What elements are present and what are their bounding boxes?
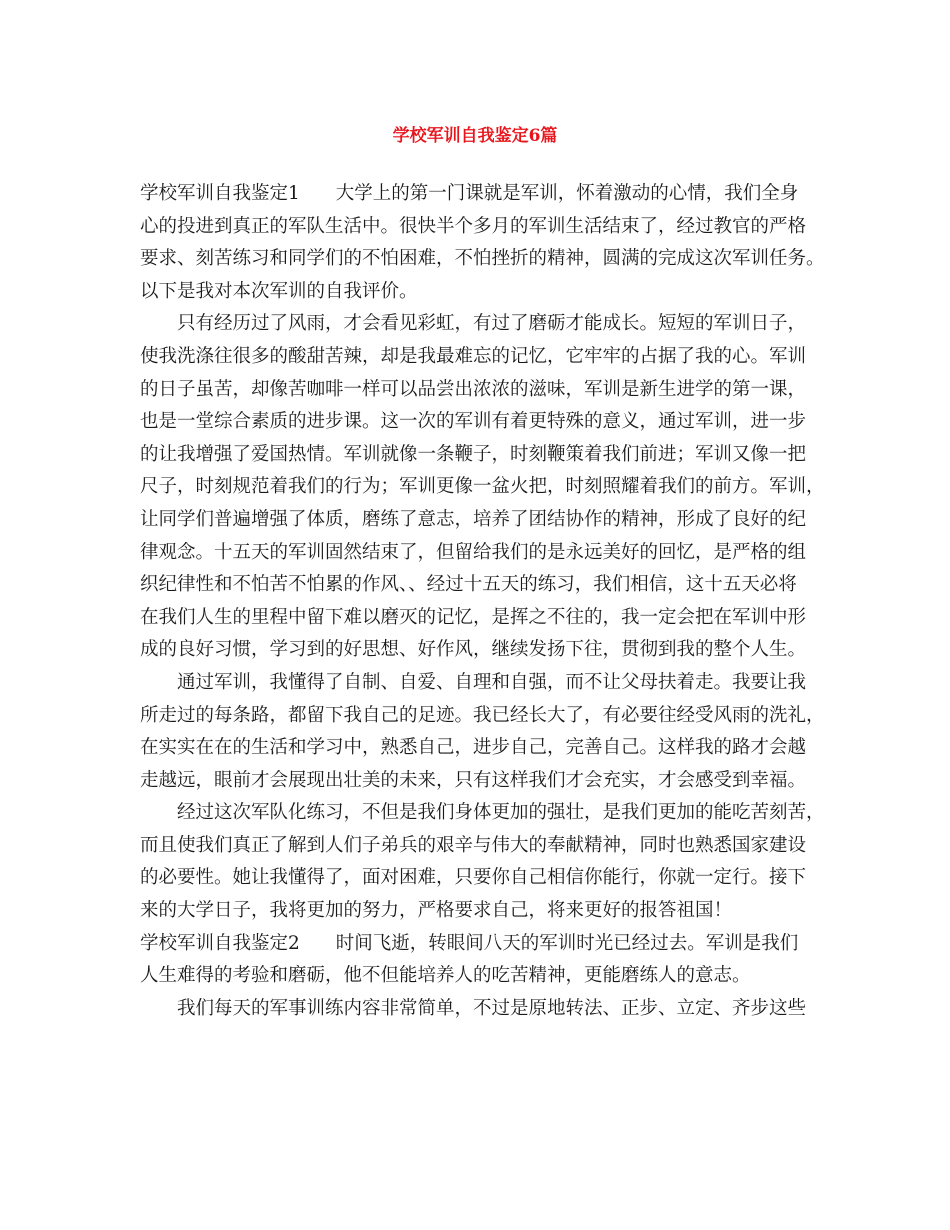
text-line-continuation: 大学上的第一门课就是军训，怀着激动的心情，我们全身 bbox=[335, 183, 799, 204]
text-line bbox=[140, 700, 825, 733]
text-line bbox=[140, 276, 812, 309]
text-line-continuation: 时间飞逝，转眼间八天的军训时光已经过去。军训是我们 bbox=[335, 932, 799, 954]
text-line-content: 人生难得的考验和磨砺，他不但能培养人的吃苦精神，更能磨练人的意志。 bbox=[140, 965, 751, 987]
text-line bbox=[140, 406, 812, 439]
text-line bbox=[140, 602, 812, 635]
text-line-content: 的日子虽苦，却像苦咖啡一样可以品尝出浓浓的滋味，军训是新生进学的第一课， bbox=[140, 378, 807, 400]
text-line bbox=[140, 308, 812, 341]
text-line bbox=[140, 569, 812, 602]
text-line bbox=[140, 895, 812, 928]
text-line-content: 学校军训自我鉴定1 bbox=[140, 183, 300, 204]
text-line-content: 成的良好习惯，学习到的好思想、好作风，继续发扬下往，贯彻到我的整个人生。 bbox=[140, 639, 807, 661]
text-line-content: 要求、刻苦练习和同学们的不怕困难，不怕挫折的精神，圆满的完成这次军训任务。 bbox=[140, 248, 825, 270]
text-line bbox=[140, 211, 812, 244]
text-line-content: 让同学们普遍增强了体质，磨练了意志，培养了团结协作的精神，形成了良好的纪 bbox=[140, 508, 807, 530]
text-line bbox=[140, 537, 812, 570]
text-line bbox=[140, 667, 812, 700]
text-line-content: 在我们人生的里程中留下难以磨灭的记忆，是挥之不往的，我一定会把在军训中形 bbox=[140, 606, 807, 628]
text-line bbox=[140, 960, 812, 993]
text-line bbox=[140, 634, 812, 667]
text-line-content: 尺子，时刻规范着我们的行为；军训更像一盆火把，时刻照耀着我们的前方。军训， bbox=[140, 476, 825, 498]
text-line bbox=[140, 928, 812, 961]
text-line bbox=[140, 830, 812, 863]
text-line bbox=[140, 797, 825, 830]
text-line bbox=[140, 504, 812, 537]
text-line-content: 来的大学日子，我将更加的努力，严格要求自己，将来更好的报答祖国！ bbox=[140, 900, 733, 922]
text-line-content: 律观念。十五天的军训固然结束了，但留给我们的是永远美好的回忆，是严格的组 bbox=[140, 541, 807, 563]
text-line bbox=[140, 862, 812, 895]
document-title: 学校军训自我鉴定6篇 bbox=[392, 126, 558, 146]
text-line bbox=[140, 178, 812, 211]
text-line-content: 所走过的每条路，都留下我自己的足迹。我已经长大了，有必要往经受风雨的洗礼， bbox=[140, 704, 825, 726]
text-line bbox=[140, 993, 812, 1026]
text-line-content: 的让我增强了爱国热情。军训就像一条鞭子，时刻鞭策着我们前进；军训又像一把 bbox=[140, 443, 807, 465]
text-line bbox=[140, 732, 812, 765]
text-line bbox=[140, 243, 825, 276]
text-line bbox=[140, 765, 812, 798]
text-line-content: 只有经历过了风雨，才会看见彩虹，有过了磨砺才能成长。短短的军训日子， bbox=[177, 313, 807, 335]
text-line bbox=[140, 439, 812, 472]
text-line-content: 经过这次军队化练习，不但是我们身体更加的强壮，是我们更加的能吃苦刻苦， bbox=[177, 802, 825, 824]
text-line-content: 的必要性。她让我懂得了，面对困难，只要你自己相信你能行，你就一定行。接下 bbox=[140, 867, 807, 889]
text-line-content: 织纪律性和不怕苦不怕累的作风、、经过十五天的练习，我们相信，这十五天必将 bbox=[140, 574, 797, 596]
text-line bbox=[140, 374, 812, 407]
text-line-content: 走越远，眼前才会展现出壮美的未来，只有这样我们才会充实，才会感受到幸福。 bbox=[140, 769, 807, 791]
text-line-content: 心的投进到真正的军队生活中。很快半个多月的军训生活结束了，经过教官的严格 bbox=[140, 215, 807, 237]
text-line-content: 也是一堂综合素质的进步课。这一次的军训有着更特殊的意义，通过军训，进一步 bbox=[140, 411, 807, 433]
text-line-content: 学校军训自我鉴定2 bbox=[140, 932, 300, 954]
text-line-content: 我们每天的军事训练内容非常简单，不过是原地转法、正步、立定、齐步这些 bbox=[177, 997, 807, 1019]
text-line bbox=[140, 471, 825, 504]
text-line-content: 通过军训，我懂得了自制、自爱、自理和自强，而不让父母扶着走。我要让我 bbox=[177, 671, 807, 693]
text-line-content: 以下是我对本次军训的自我评价。 bbox=[140, 280, 418, 302]
text-line-content: 在实实在在的生活和学习中，熟悉自己，进步自己，完善自己。这样我的路才会越 bbox=[140, 737, 807, 759]
document-body bbox=[140, 178, 825, 1025]
text-line-content: 而且使我们真正了解到人们子弟兵的艰辛与伟大的奉献精神，同时也熟悉国家建设 bbox=[140, 834, 807, 856]
text-line-content: 使我洗涤往很多的酸甜苦辣，却是我最难忘的记忆，它牢牢的占据了我的心。军训 bbox=[140, 345, 807, 367]
text-line bbox=[140, 341, 812, 374]
